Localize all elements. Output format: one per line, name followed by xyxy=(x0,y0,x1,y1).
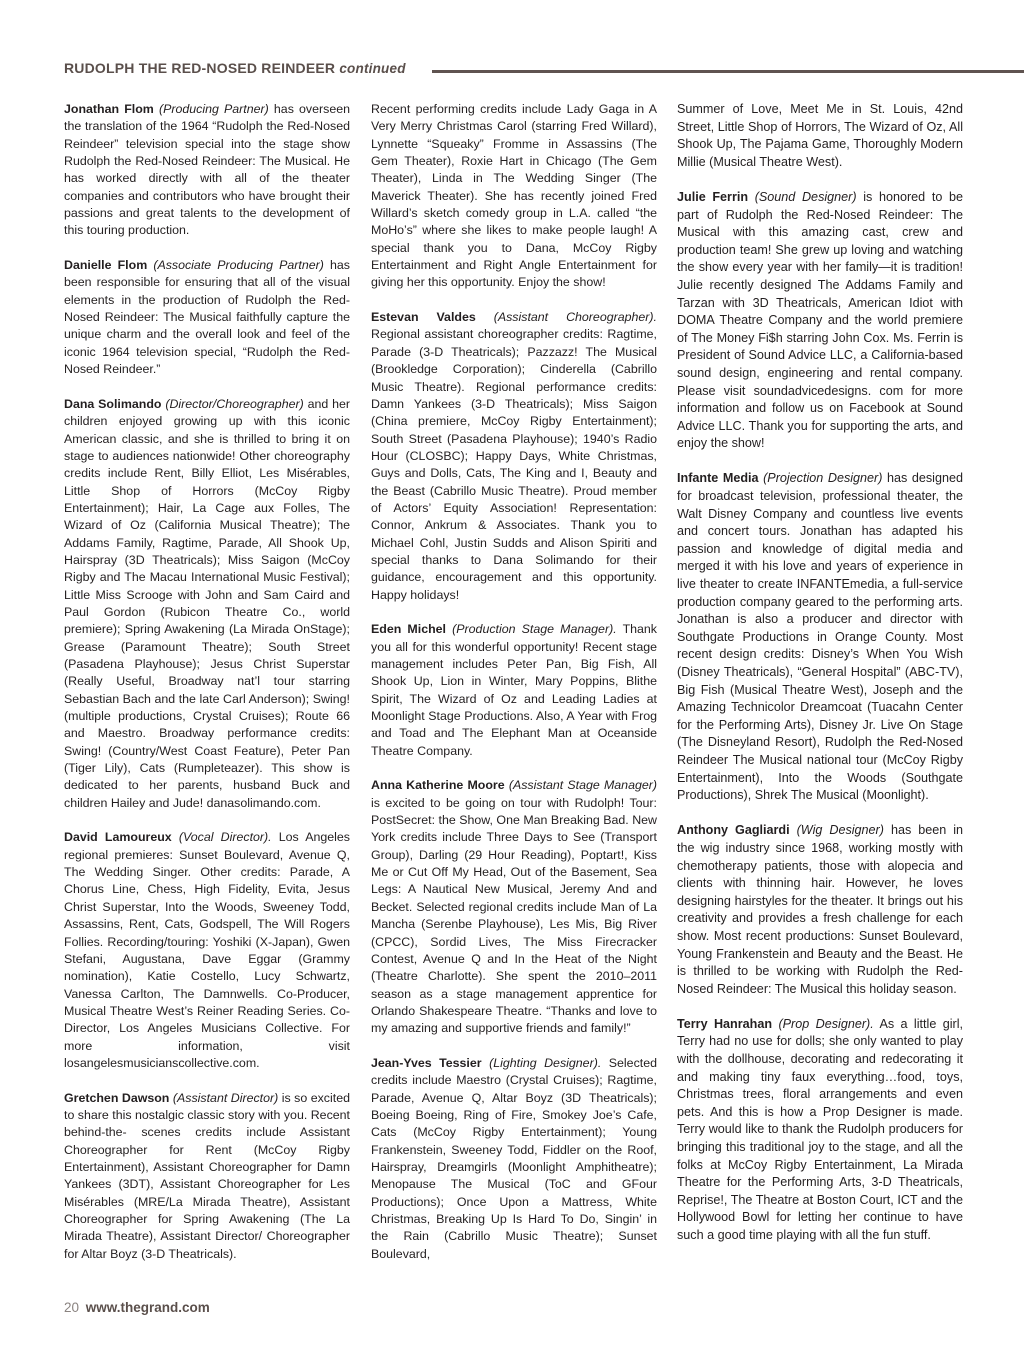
running-head-continued: continued xyxy=(339,61,406,76)
bio-text: Los Angeles regional premieres: Sunset Boulevard, Avenue Q, The Wedding Singer. Other credits: Parade, A Chorus Line, Chess, High Fidelity, Evita, Jesus Christ Superstar, Into the Woods, Sweeney Todd, Assassins, Rent, Cats, Godspell, The Will Rogers Follies. Recording/touring: Yoshiki (X-Japan), Gwen Stefani, Augustana, Dave Eggar (Grammy nomination), Katie Costello, Lucy Schwartz, Vanessa Carlton, The Damnwells. Co-Producer, Musical Theatre West’s Reiner Reading Series. Co-Director, Los Angeles Musicians Collective. For more information, visit losangelesmusicianscollective.com. xyxy=(64,830,350,1070)
bio-paragraph xyxy=(64,396,350,812)
bio-role: (Assistant Stage Manager) xyxy=(508,778,657,793)
bio-name: Dana Solimando xyxy=(64,396,162,411)
bio-paragraph xyxy=(371,101,657,292)
bio-role: (Prop Designer). xyxy=(778,1016,874,1031)
bio-name: Infante Media xyxy=(677,471,759,486)
bio-paragraph xyxy=(371,1055,657,1263)
column-1 xyxy=(64,101,350,1280)
bio-name: Eden Michel xyxy=(371,622,446,637)
bio-role: (Production Stage Manager). xyxy=(452,622,617,637)
bio-role: (Director/Choreographer) xyxy=(165,396,304,411)
running-head-title: RUDOLPH THE RED-NOSED REINDEER xyxy=(64,60,336,76)
page-header xyxy=(64,60,1024,82)
page-number: 20 xyxy=(64,1300,80,1315)
bio-paragraph xyxy=(64,101,350,240)
bio-text: has designed for broadcast television, professional theater, the Walt Disney Company and countless live events and concert tours. Jonathan has adapted his passion and knowledge of digital media and merged it with his love and years of experience in live theater to create INFANTEmedia, a full-service production company geared to the performing arts. Jonathan is also a producer and director with Southgate Productions in Orange County. Most recent design credits: Disney’s When You Wish (Disney Theatricals), “General Hospital” (ABC-TV), Big Fish (Musical Theatre West), Joseph and the Amazing Technicolor Dreamcoat (Tuacahn Center for the Performing Arts), Disney Jr. Live On Stage (The Disneyland Resort), Rudolph the Red-Nosed Reindeer The Musical national tour (McCoy Rigby Entertainment), Into the Woods (Southgate Productions), Shrek The Musical (Moonlight). xyxy=(677,471,963,803)
bio-name: Estevan Valdes xyxy=(371,310,476,325)
bio-text: Summer of Love, Meet Me in St. Louis, 42nd Street, Little Shop of Horrors, The Wizard of Oz, All Shook Up, The Pajama Game, Thoroughly Modern Millie (Musical Theatre West). xyxy=(677,102,963,169)
bio-name: Anna Katherine Moore xyxy=(371,778,505,793)
bio-name: Gretchen Dawson xyxy=(64,1090,170,1105)
bio-name: Danielle Flom xyxy=(64,258,148,273)
bio-text: is so excited to share this nostalgic classic story with you. Recent behind-the- scenes credits include Assistant Choreographer for Rent (McCoy Rigby Entertainment), Assistant Choreographer for Damn Yankees (3DT), Assistant Choreographer for Les Misérables (MRE/La Mirada Theatre), Assistant Choreographer for Spring Awakening (The La Mirada Theatre), Assistant Director/ Choreographer for Altar Boyz (3-D Theatricals). xyxy=(64,1090,350,1261)
bio-text: Thank you all for this wonderful opportunity! Recent stage management includes Peter Pan, Big Fish, All Shook Up, Lion in Winter, Mary Poppins, Blithe Spirit, The Wizard of Oz and Leading Ladies at Moonlight Stage Productions. Also, A Year with Frog and Toad and The Elephant Man at Oceanside Theatre Company. xyxy=(371,622,657,758)
bio-text: has been responsible for ensuring that all of the visual elements in the production of Rudolph the Red-Nosed Reindeer: The Musical faithfully capture the unique charm and the overall look and feel of the iconic 1964 television special, “Rudolph the Red-Nosed Reindeer.” xyxy=(64,258,350,377)
bio-role: (Wig Designer) xyxy=(796,823,884,838)
bio-paragraph xyxy=(371,777,657,1037)
bio-role: (Sound Designer) xyxy=(754,189,857,204)
bio-role: (Projection Designer) xyxy=(763,471,883,486)
bio-paragraph xyxy=(677,101,963,171)
bio-text: has been in the wig industry since 1968, working mostly with chemotherapy patients, those with alopecia and clients with thinning hair. However, he loves designing hairstyles for the theater. It brings out his creativity and provides a fresh challenge for each show. Most recent productions: Sunset Boulevard, Young Frankenstein and Beauty and the Beast. He is thrilled to be working with Rudolph the Red-Nosed Reindeer: The Musical this holiday season. xyxy=(677,823,964,996)
bio-paragraph xyxy=(64,257,350,378)
bio-text: is honored to be part of Rudolph the Red-Nosed Reindeer: The Musical with this amazing cast, crew and production team! She grew up loving and watching the show every year with her family—it is tradition! Julie recently designed The Addams Family and Tarzan with 3D Theatricals, American Idiot with DOMA Theatre Company and the world premiere of The Money Fi$h starring John Cox. Ms. Ferrin is President of Sound Advice LLC, a California-based sound design, engineering and rental company. Please visit soundadvicedesigns. com for more information and follow us on Facebook at Sound Advice LLC. Thank you for supporting the arts, and enjoy the show! xyxy=(677,189,964,451)
bio-text: Recent performing credits include Lady Gaga in A Very Merry Christmas Carol (starring Fred Willard), Lynnette “Squeaky” Fromme in Assassins (The Gem Theater), Roxie Hart in Chicago (The Gem Theater), Linda in The Wedding Singer (The Maverick Theater). She has recently joined Fred Willard’s sketch comedy group in L.A. called “the MoHo’s” where she likes to make people laugh! A special thank you to Dana, McCoy Rigby Entertainment and Right Angle Entertainment for giving her this opportunity. Enjoy the show! xyxy=(371,102,657,290)
page-footer xyxy=(64,1300,210,1315)
bio-paragraph xyxy=(371,309,657,604)
bio-name: Jonathan Flom xyxy=(64,102,154,116)
bio-name: David Lamoureux xyxy=(64,830,172,845)
bio-role: (Associate Producing Partner) xyxy=(153,258,324,273)
bio-paragraph xyxy=(64,1090,350,1263)
bio-paragraph xyxy=(677,822,963,998)
bio-name: Jean-Yves Tessier xyxy=(371,1055,482,1070)
bio-paragraph xyxy=(677,1016,963,1245)
bio-name: Julie Ferrin xyxy=(677,189,749,204)
bio-role: (Assistant Choreographer). xyxy=(493,310,657,325)
bio-role: (Vocal Director). xyxy=(178,830,272,845)
bio-paragraph xyxy=(677,189,963,453)
bio-text: As a little girl, Terry had no use for dolls; she only wanted to play with the dollhouse, decorating and redecorating it and making tiny faux everything…food, toys, Christmas trees, floral arrangements and even pets. And this is how a Prop Designer is made. Terry would like to thank the Rudolph producers for bringing this traditional joy to the stage, and all the folks at McCoy Rigby Entertainment, La Mirada Theatre for the Performing Arts, 3-D Theatricals, Reprise!, The Theatre at Boston Court, ICT and the Hollywood Bowl for letting her continue to have such a good time playing with all the fun stuff. xyxy=(677,1016,964,1242)
bio-role: (Lighting Designer). xyxy=(489,1055,602,1070)
bio-role: (Producing Partner) xyxy=(158,102,269,116)
bio-paragraph xyxy=(677,470,963,804)
bio-paragraph xyxy=(371,621,657,760)
bio-text: Selected credits include Maestro (Crystal Cruises); Ragtime, Parade, Avenue Q, Altar Boyz (3D Theatricals); Boeing Boeing, Ring of Fire, Smokey Joe’s Cafe, Cats (McCoy Rigby Entertainment); Young Frankenstein, Sweeney Todd, Fiddler on the Roof, Hairspray, Dreamgirls (Moonlight Amphitheatre); Menopause The Musical (ToC and GFour Productions); Once Upon a Mattress, White Christmas, Breaking Up Is Hard To Do, Singin’ in the Rain (Cabrillo Music Theatre); Sunset Boulevard, xyxy=(371,1055,657,1261)
bio-name: Anthony Gagliardi xyxy=(677,823,790,838)
bio-text: Regional assistant choreographer credits: Ragtime, Parade (3-D Theatricals); Pazzazz! The Musical (Brookledge Corporation); Cinderella (Cabrillo Music Theatre). Regional performance credits: Damn Yankees (3-D Theatricals); Miss Saigon (China premiere, McCoy Rigby Entertainment); South Street (Pasadena Playhouse); 1940’s Radio Hour (CLOSBC); Happy Days, White Christmas, Guys and Dolls, Cats, The King and I, Beauty and the Beast (Cabrillo Music Theatre). Proud member of Actors’ Equity Association! Representation: Connor, Ankrum & Associates. Thank you to Michael Cohl, Justin Sudds and Alison Spiriti and special thanks to Dana Solimando for their guidance, encouragement and this opportunity. Happy holidays! xyxy=(371,327,657,602)
bio-name: Terry Hanrahan xyxy=(677,1016,773,1031)
bio-text: is excited to be going on tour with Rudolph! Tour: PostSecret: the Show, One Man Breaking Bad. New York credits include Three Days to See (Transport Group), Darling (29 Hour Reading), Poptart!, Kiss Me or Cut Off My Head, Out of the Basement, Sea Legs: A Nautical New Musical, Jeremy And and Becket. Selected regional credits include Man of La Mancha (Serenbe Playhouse), Les Mis, Big River (CPCC), Sordid Lives, The Miss Firecracker Contest, Avenue Q and In the Heat of the Night (Theatre Charlotte). She spent the 2010–2011 season as a stage management apprentice for Orlando Shakespeare Theatre. “Thanks and love to my amazing and supportive friends and family!” xyxy=(371,795,657,1036)
website-url: www.thegrand.com xyxy=(85,1300,210,1315)
bio-paragraph xyxy=(64,829,350,1072)
header-rule xyxy=(432,70,1024,73)
bio-role: (Assistant Director) xyxy=(172,1090,279,1105)
bio-text: and her children enjoyed growing up with this iconic American classic, and she is thrilled to bring it on stage to audiences nationwide! Other choreography credits include Rent, Billy Elliot, Les Misérables, Little Shop of Horrors (McCoy Rigby Entertainment); Hair, La Cage aux Folles, The Wizard of Oz (California Musical Theatre); The Addams Family, Ragtime, Parade, All Shook Up, Hairspray (3D Theatricals); Miss Saigon (McCoy Rigby and The Macau International Music Festival); Little Miss Scrooge with John and Sam Caird and Paul Gordon (Rubicon Theatre Co., world premiere); Spring Awakening (La Mirada OnStage); Grease (Paramount Theatre); South Street (Pasadena Playhouse); Jesus Christ Superstar (Really Useful, Broadway nat’l tour starring Sebastian Bach and the late Carl Anderson); Swing! (multiple productions, Crystal Cruises); Route 66 and Maestro. Broadway performance credits: Swing! (Country/West Coast Feature), Peter Pan (Tiger Lily), Cats (Rumpleteazer). This show is dedicated to her parents, husband Buck and children Hailey and Jude! danasolimando.com. xyxy=(64,396,350,810)
column-2 xyxy=(371,101,657,1280)
bio-text: has overseen the translation of the 1964 “Rudolph the Red-Nosed Reindeer” television special into the stage show Rudolph the Red-Nosed Reindeer: The Musical. He has worked directly with all of the theater companies and contributors who have brought their passions and great talents to the development of this touring production. xyxy=(64,102,350,238)
column-3 xyxy=(677,101,963,1262)
running-head xyxy=(64,60,406,76)
